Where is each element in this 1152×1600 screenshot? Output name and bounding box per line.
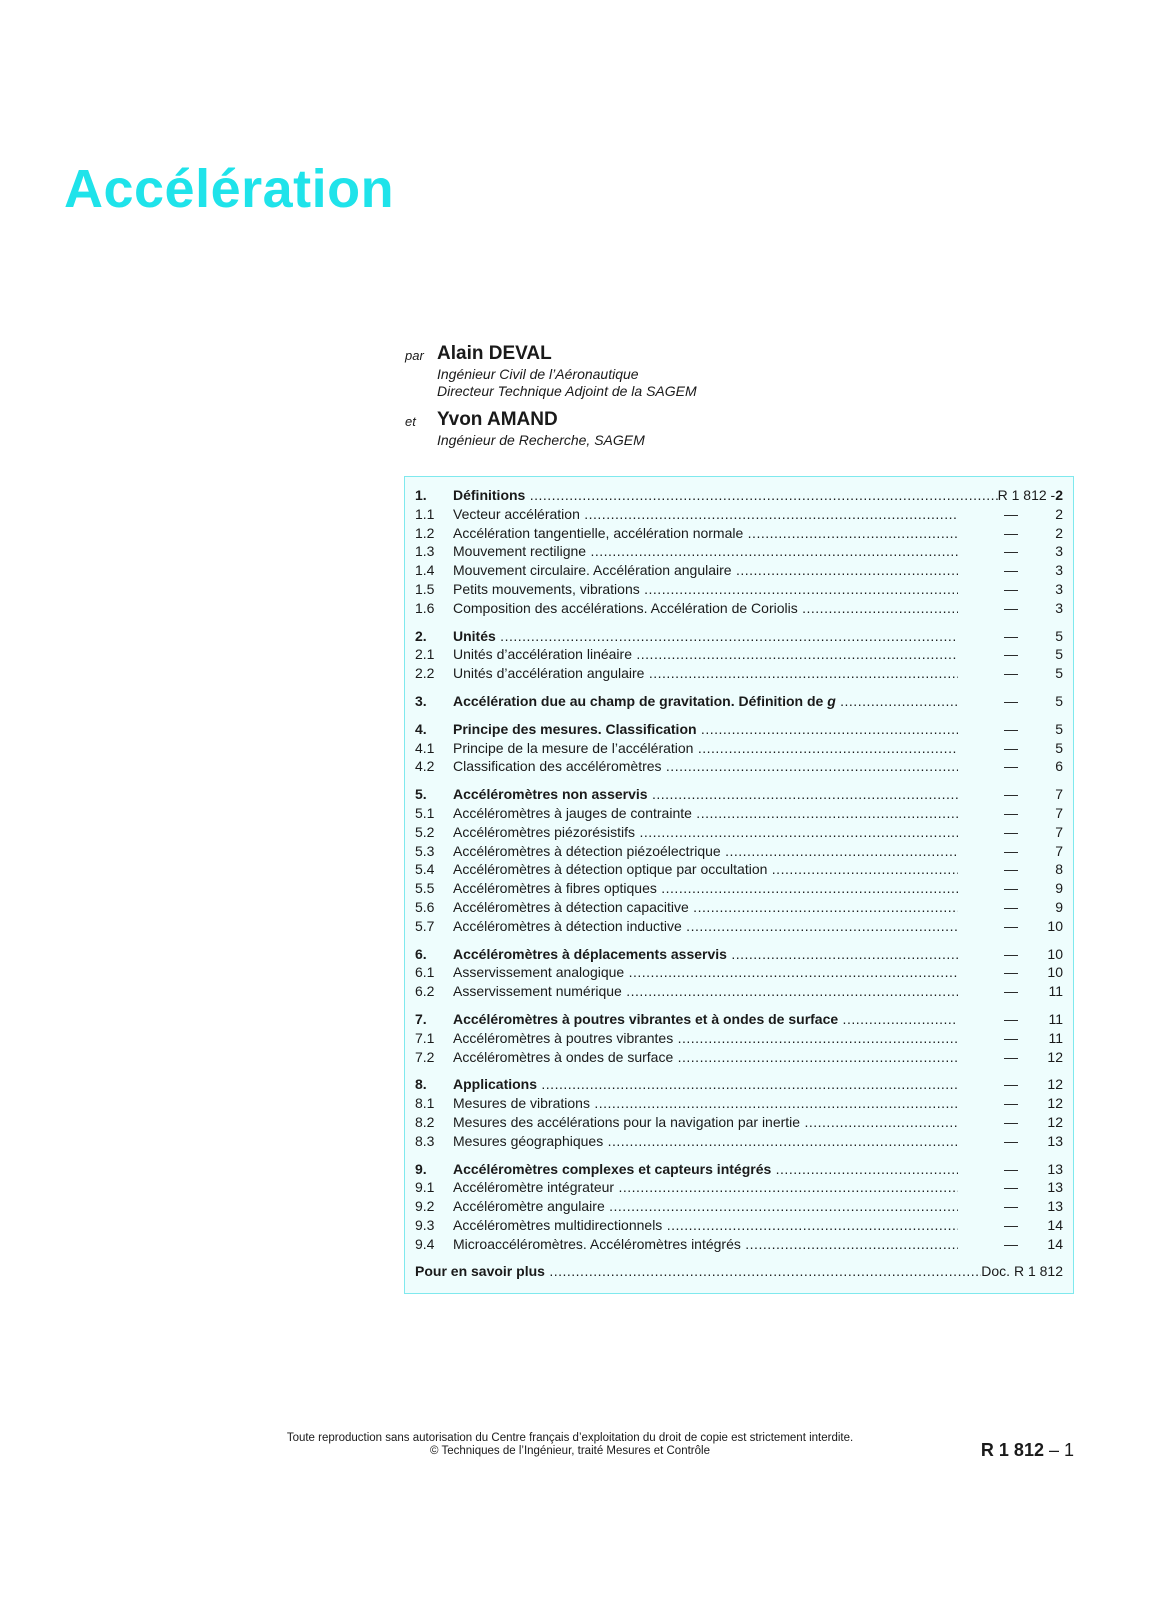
toc-item-row [415,664,1063,683]
toc-label [453,1113,958,1132]
toc-label-text: Mouvement rectiligne [453,543,587,560]
toc-dash: — [1004,1216,1018,1233]
toc-label-text: Mesures géographiques [453,1132,604,1149]
toc-label-text: Accéléromètres à déplacements asservis [453,945,727,962]
toc-label-text: Accéléromètres multidirectionnels [453,1216,663,1233]
toc-label [453,1010,958,1029]
toc-label-text: Accéléromètres piézorésistifs [453,823,636,840]
toc-section-row [415,692,1063,711]
toc-label-text: Accéléromètres à détection optique par occultation [453,861,768,878]
toc-page: 7 [1055,804,1063,821]
toc-page: 5 [1055,692,1063,709]
toc-label [453,1029,958,1048]
toc-label-text: Unités d’accélération linéaire [453,646,632,663]
toc-item-row [415,898,1063,917]
toc-label [453,1216,958,1235]
toc-label-text: Principe de la mesure de l’accélération [453,739,694,756]
toc-item-row [415,580,1063,599]
toc-dash: — [1004,898,1018,915]
toc-label [453,505,958,524]
toc-label [453,823,958,842]
page-separator: – [1043,1440,1064,1460]
toc-number: 1. [415,487,427,503]
toc-dash: — [1004,804,1018,821]
toc-item-row [415,982,1063,1001]
toc-page: 14 [1047,1235,1063,1252]
toc-label [453,645,958,664]
toc-item-row [415,561,1063,580]
toc-section [415,486,1063,618]
toc-number: 1.5 [415,580,435,597]
toc-dash: — [1004,543,1018,560]
toc-page: 10 [1047,917,1063,934]
toc-page: 11 [1048,983,1063,1000]
toc-label [453,542,958,561]
toc-label [453,739,958,758]
table-of-contents [404,476,1074,1294]
toc-label-text: Définitions [453,487,526,503]
toc-item-row [415,917,1063,936]
toc-item-row [415,1178,1063,1197]
toc-item-row [415,860,1063,879]
toc-item-row [415,542,1063,561]
toc-label-text: Accéléromètres à détection capacitive [453,898,689,915]
toc-number: 9.2 [415,1198,435,1215]
toc-label [453,664,958,683]
toc-label-text: Accélération due au champ de gravitation. Définition de [453,692,828,709]
toc-number: 9.1 [415,1179,435,1196]
toc-label [453,879,958,898]
copyright-footer [180,1432,960,1458]
toc-dash: — [1004,945,1018,962]
toc-dash: — [1004,692,1018,709]
toc-page: 7 [1055,842,1063,859]
author-1 [405,342,905,400]
toc-page: 5 [1055,720,1063,737]
toc-label [453,1094,958,1113]
toc-number: 2.2 [415,665,435,682]
toc-label-text: Applications [453,1076,538,1093]
toc-page: 11 [1048,1029,1063,1046]
toc-label-text: Composition des accélérations. Accélération de Coriolis [453,599,798,616]
author-role: Directeur Technique Adjoint de la SAGEM [437,383,697,399]
toc-dash: — [1004,524,1018,541]
toc-item-row [415,1094,1063,1113]
toc-page: 13 [1047,1198,1063,1215]
toc-label [453,1235,958,1254]
copyright-source: © Techniques de l’Ingénieur, traité Mesures et Contrôle [430,1445,710,1457]
toc-dash: — [1004,983,1018,1000]
toc-page: 9 [1055,898,1063,915]
toc-label [453,860,958,879]
toc-label-text: Accéléromètre intégrateur [453,1179,615,1196]
toc-number: 5.5 [415,880,435,897]
document-title: Accélération [64,159,395,219]
toc-label [453,720,958,739]
toc-page: 2 [1055,487,1063,503]
toc-page: 10 [1047,945,1063,962]
toc-number: 8.3 [415,1132,435,1149]
toc-page: 12 [1047,1076,1063,1093]
toc-item-row [415,1113,1063,1132]
toc-dash: — [1004,1010,1018,1027]
toc-number: 7. [415,1010,427,1027]
toc-label [453,561,958,580]
toc-item-row [415,1216,1063,1235]
toc-label-text: Accéléromètre angulaire [453,1198,605,1215]
toc-label-text: Accéléromètres à détection piézoélectrique [453,842,721,859]
toc-page: 3 [1055,599,1063,616]
toc-page-prefix: R 1 812 - [997,487,1056,503]
toc-dash: — [1004,720,1018,737]
authors-block [405,342,905,449]
toc-label-text: Accéléromètres à jauges de contrainte [453,804,692,821]
toc-number: 1.2 [415,524,435,541]
toc-label [453,785,958,804]
toc-label [453,1197,958,1216]
toc-number: 5.2 [415,823,435,840]
toc-dash: — [1004,505,1018,522]
toc-label-text: Mouvement circulaire. Accélération angulaire [453,562,732,579]
toc-label [453,1048,958,1067]
toc-number: 2.1 [415,646,435,663]
author-name: Yvon AMAND [437,409,558,430]
toc-number: 7.1 [415,1029,435,1046]
toc-page: 12 [1047,1048,1063,1065]
toc-section [415,785,1063,935]
toc-page: Doc. R 1 812 [981,1263,1063,1280]
toc-label [453,963,958,982]
toc-item-row [415,739,1063,758]
toc-label-text: Accéléromètres non asservis [453,786,648,803]
toc-label [453,982,958,1001]
toc-page: 5 [1055,646,1063,663]
toc-page: 5 [1055,627,1063,644]
toc-page: 13 [1047,1160,1063,1177]
toc-dash: — [1004,1095,1018,1112]
toc-label [453,486,998,505]
toc-dash: — [1004,646,1018,663]
toc-page: 3 [1055,562,1063,579]
toc-label [415,1262,981,1281]
toc-section [415,1262,1063,1281]
toc-label [453,757,958,776]
toc-number: 6.1 [415,964,435,981]
toc-number: 9. [415,1160,427,1177]
toc-label-italic: g [827,692,836,709]
toc-number: 6. [415,945,427,962]
toc-dash: — [1004,964,1018,981]
toc-label-text: Accéléromètres à détection inductive [453,917,682,934]
author-role: Ingénieur Civil de l’Aéronautique [437,366,639,382]
toc-dash: — [1004,627,1018,644]
toc-label [453,599,958,618]
toc-number: 9.3 [415,1216,435,1233]
toc-dash: — [1004,1048,1018,1065]
author-2 [405,408,905,449]
toc-item-row [415,1048,1063,1067]
toc-dash: — [1004,599,1018,616]
toc-label [453,898,958,917]
toc-label [453,692,958,711]
toc-label [453,1160,958,1179]
toc-number: 6.2 [415,983,435,1000]
toc-number: 4.2 [415,758,435,775]
toc-number: 9.4 [415,1235,435,1252]
toc-section-row [415,720,1063,739]
toc-number: 1.4 [415,562,435,579]
toc-label-text: Petits mouvements, vibrations [453,580,640,597]
toc-dash: — [1004,823,1018,840]
toc-item-row [415,823,1063,842]
toc-label-text: Mesures de vibrations [453,1095,590,1112]
toc-dash: — [1004,842,1018,859]
toc-dash: — [1004,1132,1018,1149]
toc-label-text: Accéléromètres à poutres vibrantes [453,1029,674,1046]
toc-page: 3 [1055,580,1063,597]
toc-dash: — [1004,562,1018,579]
toc-item-row [415,645,1063,664]
toc-section [415,692,1063,711]
toc-label [453,1075,958,1094]
toc-page: 8 [1055,861,1063,878]
toc-section [415,945,1063,1001]
toc-number: 8. [415,1076,427,1093]
toc-label [453,627,958,646]
author-role: Ingénieur de Recherche, SAGEM [437,432,645,448]
toc-number: 8.1 [415,1095,435,1112]
toc-label [453,842,958,861]
toc-dash: — [1004,880,1018,897]
toc-dash: — [1004,1160,1018,1177]
toc-dash: — [1004,1029,1018,1046]
toc-dash: — [1004,580,1018,597]
toc-number: 5.6 [415,898,435,915]
toc-label-text: Unités d’accélération angulaire [453,665,645,682]
toc-section-row [415,627,1063,646]
toc-label-text: Unités [453,627,496,644]
toc-page: 10 [1047,964,1063,981]
toc-dash: — [1004,1198,1018,1215]
toc-label-text: Asservissement analogique [453,964,625,981]
toc-more-row [415,1262,1063,1281]
toc-section-row [415,945,1063,964]
toc-dash: — [1004,1076,1018,1093]
toc-item-row [415,804,1063,823]
toc-number: 2. [415,627,427,644]
toc-section [415,1010,1063,1066]
toc-dash: — [1004,665,1018,682]
toc-page: 5 [1055,739,1063,756]
author-conjunction: et [405,414,416,429]
toc-number: 5.7 [415,917,435,934]
toc-section-row [415,785,1063,804]
toc-section-row [415,1075,1063,1094]
toc-page: 2 [1055,524,1063,541]
toc-dash: — [1004,739,1018,756]
toc-item-row [415,599,1063,618]
toc-item-row [415,524,1063,543]
toc-page: 11 [1048,1010,1063,1027]
toc-label-text: Principe des mesures. Classification [453,720,697,737]
toc-number: 5.3 [415,842,435,859]
toc-label-text: Accéléromètres à ondes de surface [453,1048,674,1065]
toc-page: 6 [1055,758,1063,775]
toc-label-text: Accéléromètres complexes et capteurs intégrés [453,1160,772,1177]
toc-section [415,1075,1063,1150]
toc-number: 5.4 [415,861,435,878]
toc-number: 1.3 [415,543,435,560]
toc-label-text: Accélération tangentielle, accélération normale [453,524,744,541]
toc-item-row [415,1029,1063,1048]
toc-item-row [415,963,1063,982]
toc-section-row [415,1160,1063,1179]
copyright-notice: Toute reproduction sans autorisation du Centre français d’exploitation du droit de copie est strictement interdite. [286,1432,854,1444]
toc-page: 12 [1047,1095,1063,1112]
toc-label [453,945,958,964]
toc-number: 1.6 [415,599,435,616]
toc-item-row [415,505,1063,524]
toc-section [415,1160,1063,1254]
page-reference [981,1440,1074,1461]
toc-dash: — [1004,786,1018,803]
toc-label [453,580,958,599]
toc-page: 2 [1055,505,1063,522]
toc-label-text: Accéléromètres à poutres vibrantes et à ondes de surface [453,1010,839,1027]
toc-number: 7.2 [415,1048,435,1065]
toc-label [453,1178,958,1197]
toc-section-row [415,486,1063,505]
toc-page: 13 [1047,1132,1063,1149]
toc-number: 5.1 [415,804,435,821]
toc-label-text: Classification des accéléromètres [453,758,662,775]
toc-item-row [415,1235,1063,1254]
toc-label [453,804,958,823]
toc-label-text: Pour en savoir plus [415,1263,545,1280]
toc-label-text: Microaccéléromètres. Accéléromètres intégrés [453,1235,741,1252]
author-name: Alain DEVAL [437,343,552,364]
toc-item-row [415,1132,1063,1151]
toc-dash: — [1004,917,1018,934]
toc-dash: — [1004,1235,1018,1252]
page-number: 1 [1063,1440,1074,1460]
document-code: R 1 812 [980,1440,1044,1460]
toc-label [453,917,958,936]
toc-label [453,1132,958,1151]
toc-section-row [415,1010,1063,1029]
toc-dash: — [1004,861,1018,878]
toc-number: 1.1 [415,505,435,522]
toc-page: 12 [1047,1113,1063,1130]
toc-item-row [415,757,1063,776]
toc-label-text: Accéléromètres à fibres optiques [453,880,657,897]
toc-page: 7 [1055,823,1063,840]
toc-item-row [415,879,1063,898]
toc-number: 3. [415,692,427,709]
toc-dash: — [1004,1179,1018,1196]
toc-section [415,627,1063,683]
toc-label-text: Mesures des accélérations pour la navigation par inertie [453,1113,801,1130]
toc-page: 9 [1055,880,1063,897]
toc-dash: — [1004,758,1018,775]
toc-number: 4. [415,720,427,737]
toc-item-row [415,842,1063,861]
toc-page: 13 [1047,1179,1063,1196]
toc-section [415,720,1063,776]
toc-label [453,524,958,543]
toc-page: 3 [1055,543,1063,560]
toc-item-row [415,1197,1063,1216]
toc-dash: — [1004,1113,1018,1130]
toc-page: 5 [1055,665,1063,682]
toc-number: 4.1 [415,739,435,756]
toc-number: 5. [415,786,427,803]
toc-page: 7 [1055,786,1063,803]
toc-label-text: Asservissement numérique [453,983,622,1000]
author-conjunction: par [405,348,424,363]
toc-page: 14 [1047,1216,1063,1233]
toc-number: 8.2 [415,1113,435,1130]
toc-label-text: Vecteur accélération [453,505,580,522]
